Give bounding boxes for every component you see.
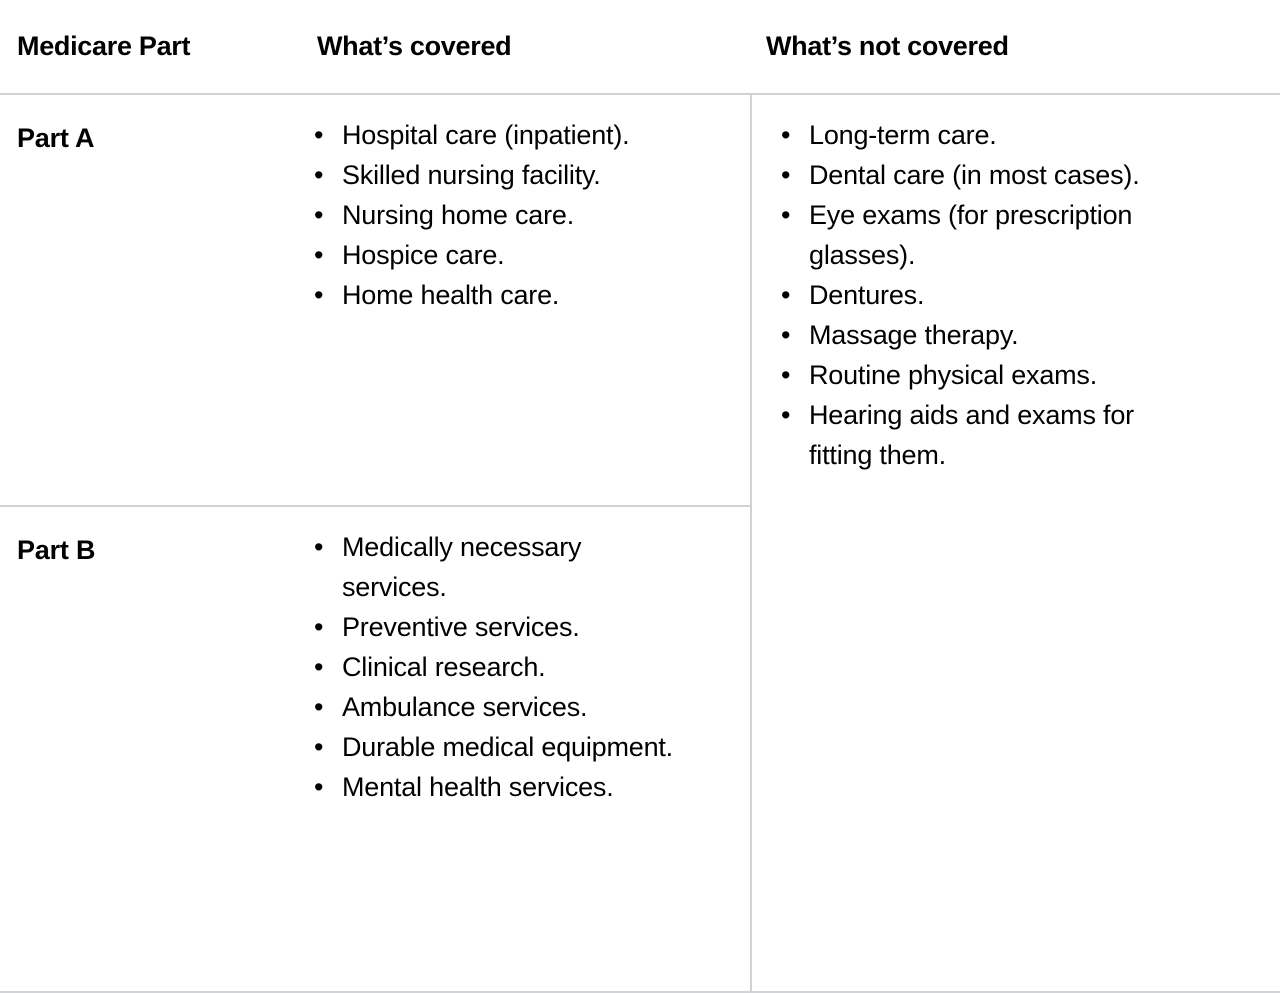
list-item: • Durable medical equipment. [300, 727, 690, 767]
header-medicare-part: Medicare Part [0, 0, 300, 94]
covered-cell [300, 506, 751, 992]
list-item: • Skilled nursing facility. [300, 155, 690, 195]
header-whats-not-covered: What’s not covered [751, 0, 1280, 94]
list-item: • Hearing aids and exams for fitting them. [767, 395, 1190, 475]
part-label: Part B [0, 506, 300, 992]
list-item: • Clinical research. [300, 647, 690, 687]
list-item: • Dentures. [767, 275, 1190, 315]
table-row-part-a [0, 94, 1280, 506]
list-item: • Long-term care. [767, 115, 1190, 155]
header-row [0, 0, 1280, 94]
list-item: • Hospital care (inpatient). [300, 115, 690, 155]
covered-list [300, 507, 750, 807]
list-item: • Dental care (in most cases). [767, 155, 1190, 195]
list-item: • Preventive services. [300, 607, 690, 647]
list-item: • Ambulance services. [300, 687, 690, 727]
list-item: • Home health care. [300, 275, 690, 315]
list-item: • Hospice care. [300, 235, 690, 275]
list-item: • Medically necessary services. [300, 527, 690, 607]
list-item: • Routine physical exams. [767, 355, 1190, 395]
list-item: • Nursing home care. [300, 195, 690, 235]
not-covered-list [752, 95, 1280, 475]
not-covered-cell [751, 94, 1280, 992]
list-item: • Mental health services. [300, 767, 690, 807]
list-item: • Eye exams (for prescription glasses). [767, 195, 1190, 275]
header-whats-covered: What’s covered [300, 0, 751, 94]
part-label: Part A [0, 94, 300, 506]
list-item: • Massage therapy. [767, 315, 1190, 355]
covered-cell [300, 94, 751, 506]
covered-list [300, 95, 750, 315]
